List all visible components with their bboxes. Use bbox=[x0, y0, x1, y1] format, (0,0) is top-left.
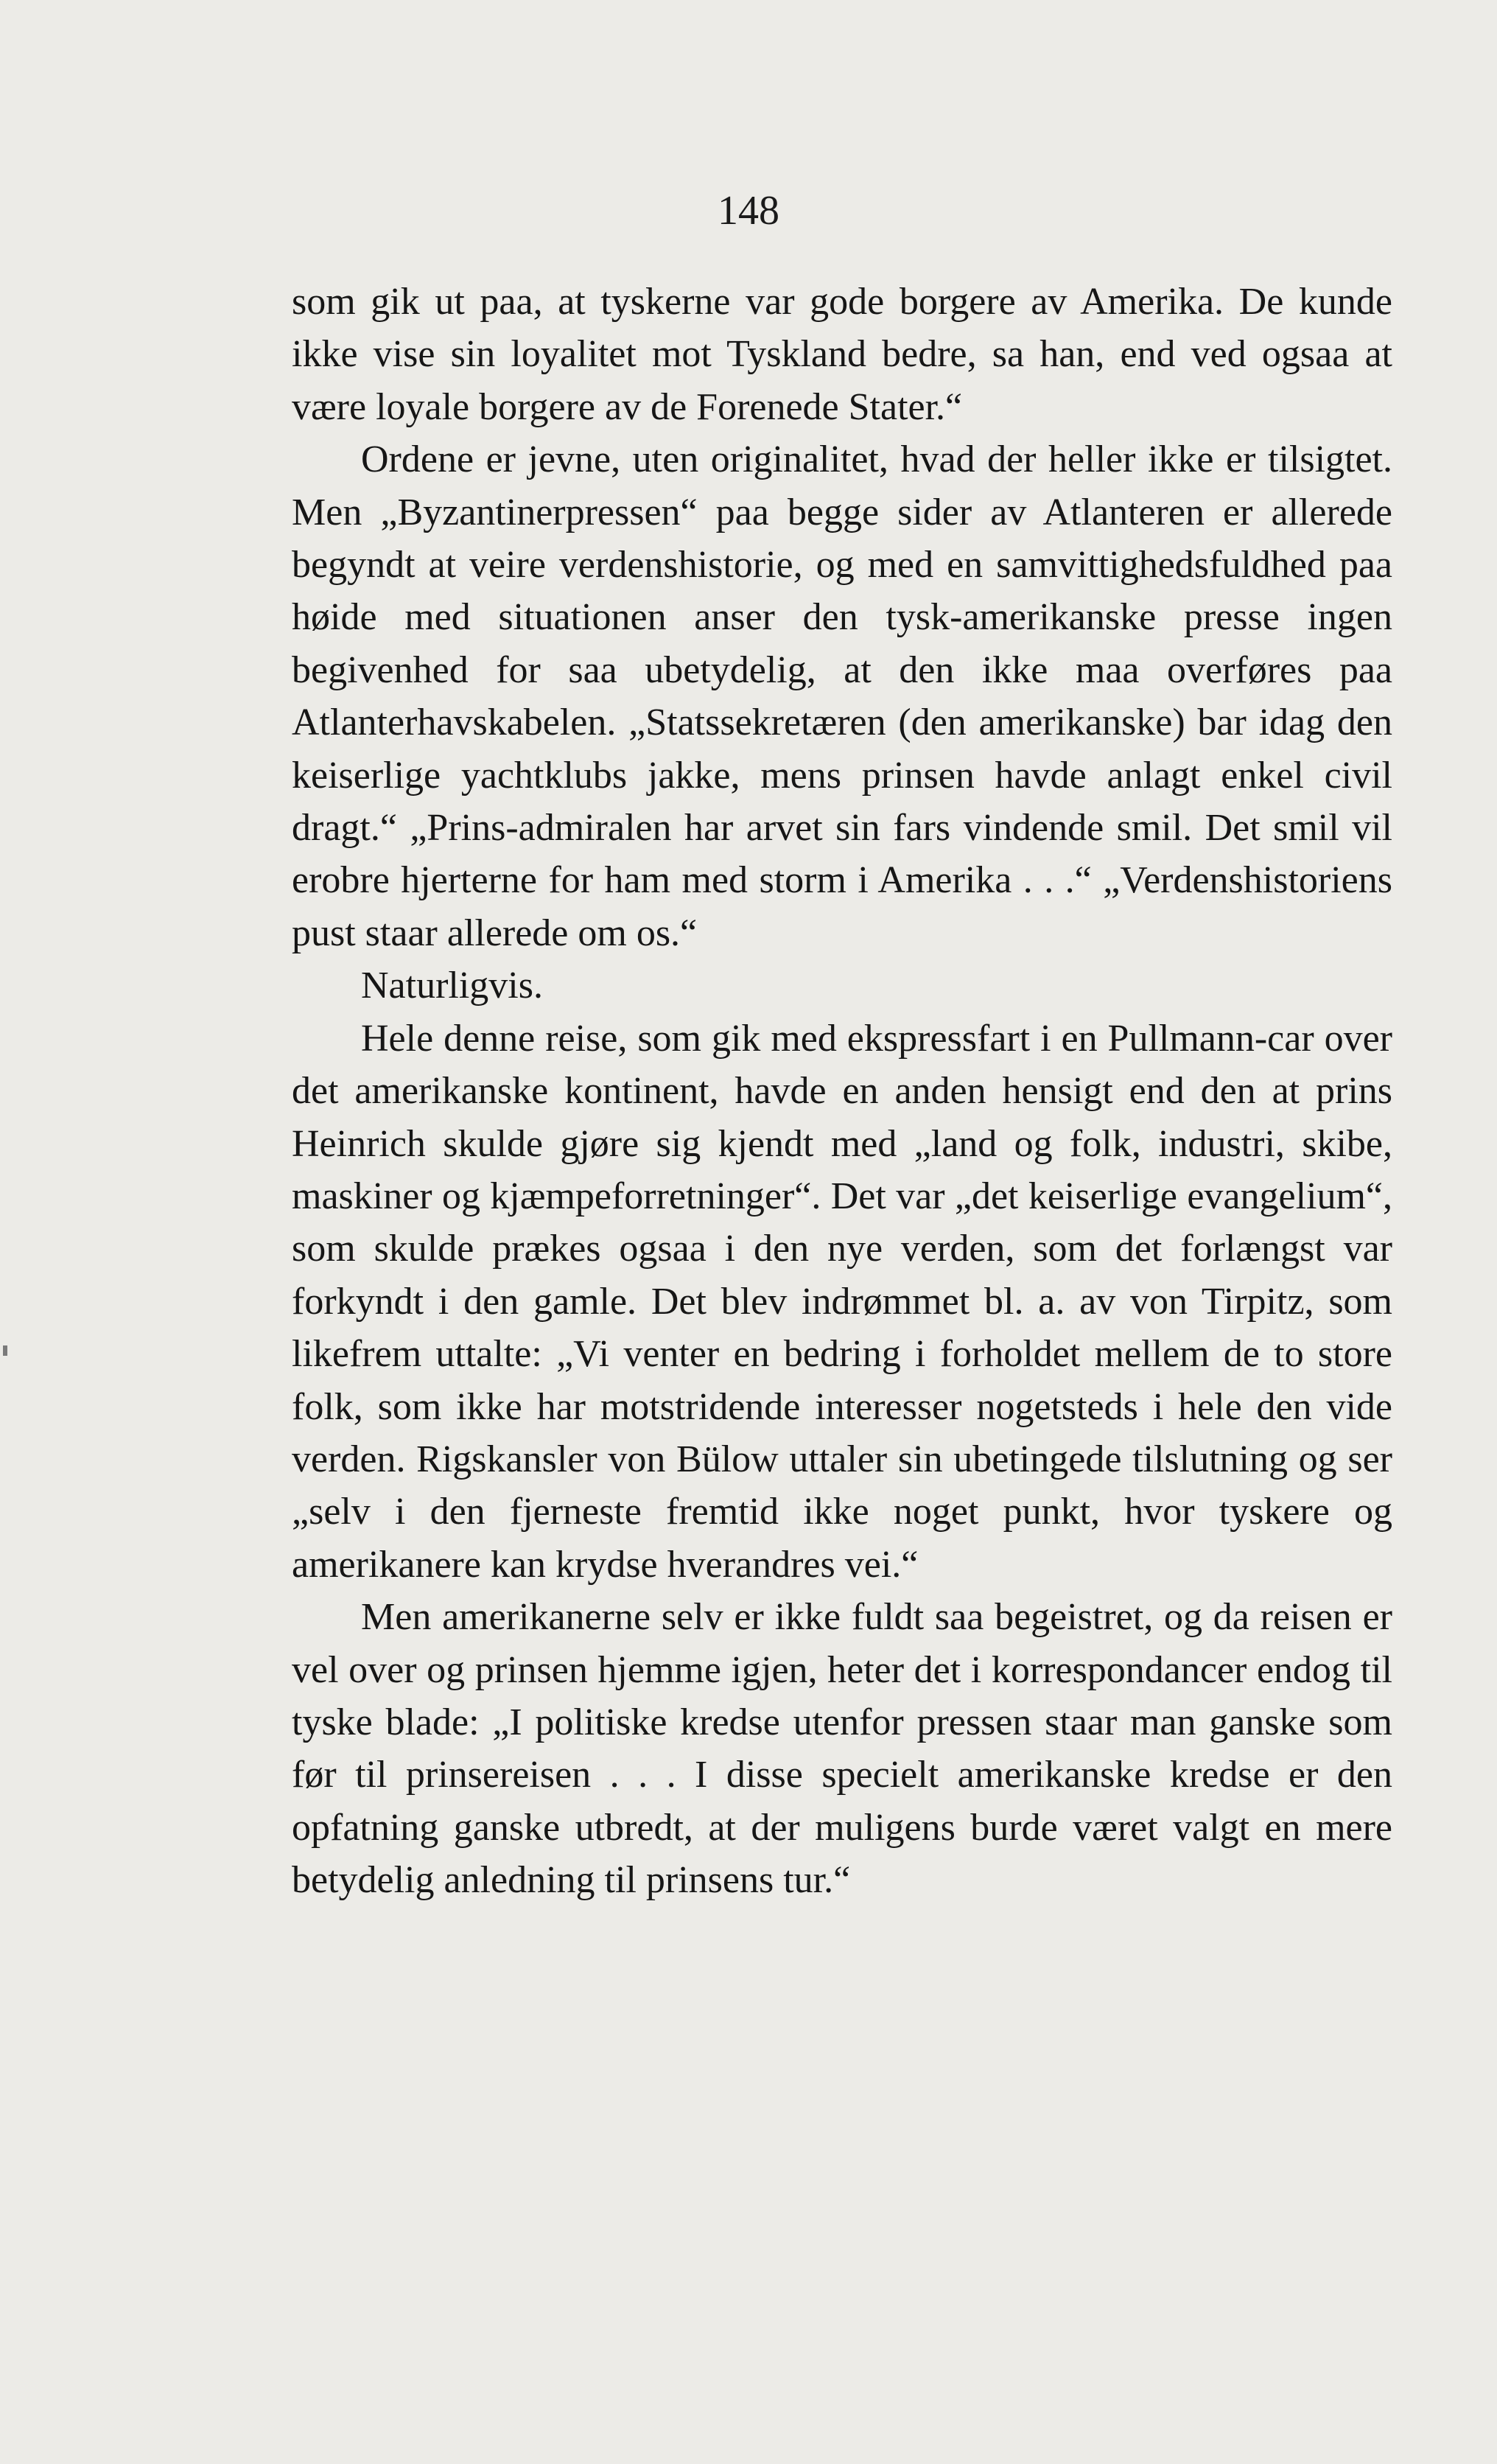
body-text bbox=[292, 276, 1392, 1907]
paragraph: Naturligvis. bbox=[361, 965, 543, 1007]
paragraph: Ordene er jevne, uten originalitet, hvad der heller ikke er tilsigtet. Men „Byzantinerpressen“ paa begge sider av Atlanteren er allerede begyndt at veire verdenshistorie, og med en samvittighedsfuldhed paa høide med situationen anser den tysk-amerikanske presse ingen begivenhed for saa ubetydelig, at den ikke maa overføres paa Atlanterhavskabelen. „Statssekretæren (den amerikanske) bar idag den keiserlige yachtklubs jakke, mens prinsen havde anlagt enkel civil dragt.“ „Prins-admiralen har arvet sin fars vindende smil. Det smil vil erobre hjerterne for ham med storm i Amerika . . .“ „Verdenshistoriens pust staar allerede om os.“ bbox=[292, 438, 1392, 954]
scan-mark bbox=[3, 1345, 7, 1356]
paragraph: Men amerikanerne selv er ikke fuldt saa begeistret, og da reisen er vel over og prinsen hjemme igjen, heter det i korrespondancer endog til tyske blade: „I politiske kredse utenfor pressen staar man ganske som før til prinsereisen . . . I disse specielt amerikanske kredse er den opfatning ganske utbredt, at der muligens burde været valgt en mere betydelig anledning til prinsens tur.“ bbox=[292, 1596, 1392, 1902]
page-number: 148 bbox=[718, 188, 779, 234]
paragraph: Hele denne reise, som gik med ekspressfart i en Pullmann-car over det amerikanske kontinent, havde en anden hensigt end den at prins Heinrich skulde gjøre sig kjendt med „land og folk, industri, skibe, maskiner og kjæmpeforretninger“. Det var „det keiserlige evangelium“, som skulde prækes ogsaa i den nye verden, som det forlængst var forkyndt i den gamle. Det blev indrømmet bl. a. av von Tirpitz, som likefrem uttalte: „Vi venter en bedring i forholdet mellem de to store folk, som ikke har motstridende interesser nogetsteds i hele den vide verden. Rigskansler von Bülow uttaler sin ubetingede tilslutning og ser „selv i den fjerneste fremtid ikke noget punkt, hvor tyskere og amerikanere kan krydse hverandres vei.“ bbox=[292, 1017, 1392, 1586]
paragraph: som gik ut paa, at tyskerne var gode borgere av Amerika. De kunde ikke vise sin loyalitet mot Tyskland bedre, sa han, end ved ogsaa at være loyale borgere av de Forenede Stater.“ bbox=[292, 281, 1392, 428]
